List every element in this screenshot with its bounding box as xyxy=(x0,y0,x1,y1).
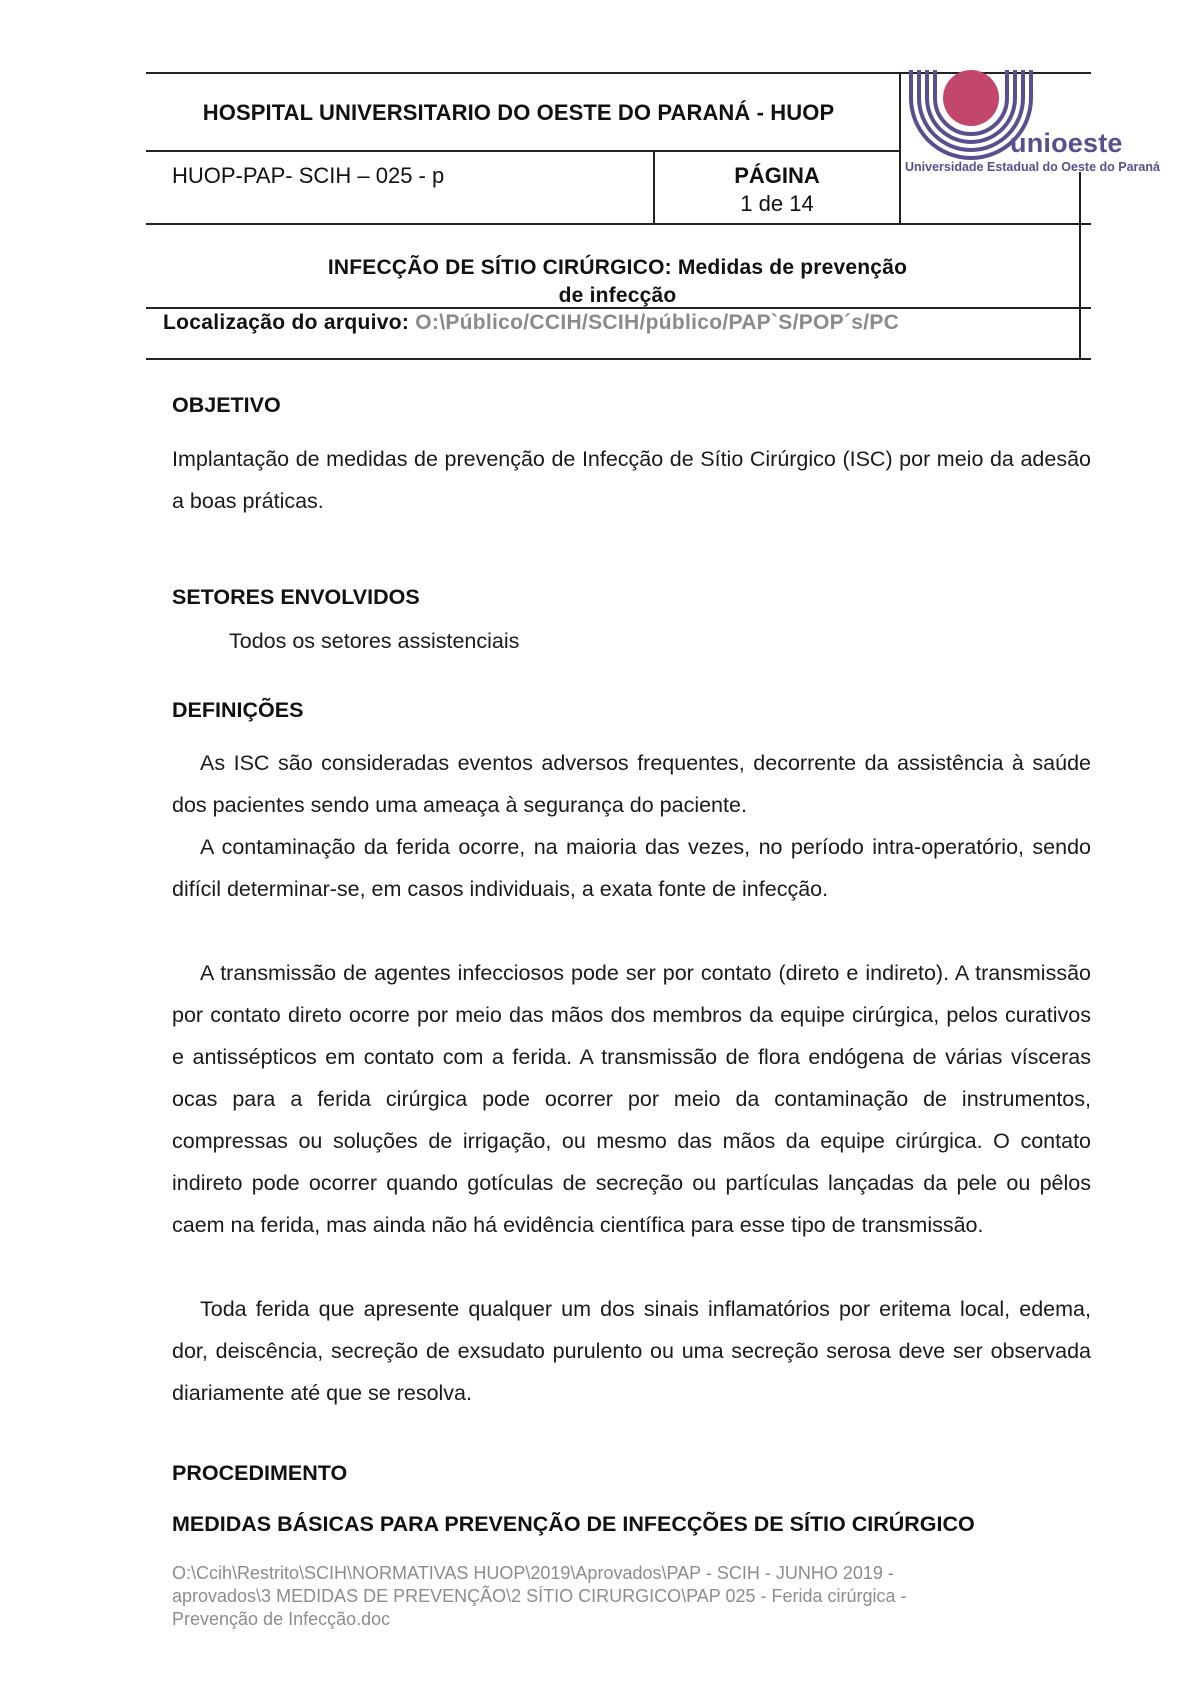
objective-text: Implantação de medidas de prevenção de Infecção de Sítio Cirúrgico (ISC) por meio da adesão a boas práticas. xyxy=(172,447,1091,513)
header-logo-divider xyxy=(899,72,901,225)
page-label: PÁGINA xyxy=(734,163,820,188)
document-title xyxy=(146,254,1089,310)
document-title-line1: INFECÇÃO DE SÍTIO CIRÚRGICO: Medidas de prevenção xyxy=(327,256,908,279)
page-indicator xyxy=(655,162,899,218)
document-title-line2: de infecção xyxy=(558,284,677,307)
procedure-subheading: MEDIDAS BÁSICAS PARA PREVENÇÃO DE INFECÇÕES DE SÍTIO CIRÚRGICO xyxy=(172,1512,975,1536)
footer-line-2: aprovados\3 MEDIDAS DE PREVENÇÃO\2 SÍTIO CIRURGICO\PAP 025 - Ferida cirúrgica - xyxy=(172,1586,907,1606)
file-location-label: Localização do arquivo: xyxy=(163,311,410,334)
header-row2-border xyxy=(146,223,1091,225)
sectors-text: Todos os setores assistenciais xyxy=(229,629,520,653)
hospital-name: HOSPITAL UNIVERSITARIO DO OESTE DO PARANÁ - HUOP xyxy=(202,100,835,125)
document-code: HUOP-PAP- SCIH – 025 - p xyxy=(172,163,445,188)
definitions-heading: DEFINIÇÕES xyxy=(172,698,304,722)
footer-line-3: Prevenção de Infecção.doc xyxy=(172,1609,391,1629)
definition-paragraph-3: A transmissão de agentes infecciosos pode ser por contato (direto e indireto). A transmissão por contato direto ocorre por meio das mãos dos membros da equipe cirúrgica, pelos curativos e antissépticos em contato com a ferida. A transmissão de flora endógena de várias vísceras ocas para a ferida cirúrgica pode ocorrer por meio da contaminação de instrumentos, compressas ou soluções de irrigação, ou mesmo das mãos da equipe cirúrgica. O contato indireto pode ocorrer quando gotículas de secreção ou partículas lançadas da pele ou pêlos caem na ferida, mas ainda não há evidência científica para esse tipo de transmissão. xyxy=(172,961,1091,1237)
file-location xyxy=(163,311,899,335)
footer-line-1: O:\Ccih\Restrito\SCIH\NORMATIVAS HUOP\2019\Aprovados\PAP - SCIH - JUNHO 2019 - xyxy=(172,1563,894,1583)
procedure-heading: PROCEDIMENTO xyxy=(172,1461,348,1485)
sectors-heading: SETORES ENVOLVIDOS xyxy=(172,585,420,609)
logo-subtitle: Universidade Estadual do Oeste do Paraná xyxy=(905,160,1160,174)
definition-paragraph-1: As ISC são consideradas eventos adversos frequentes, decorrente da assistência à saúde dos pacientes sendo uma ameaça à segurança do paciente. xyxy=(172,751,1091,817)
logo-wordmark: unioeste xyxy=(1010,128,1123,158)
definition-paragraph-4: Toda ferida que apresente qualquer um dos sinais inflamatórios por eritema local, edema, dor, deiscência, secreção de exsudato purulento ou uma secreção serosa deve ser observada diariamente até que se resolva. xyxy=(172,1297,1091,1405)
definition-paragraph-2: A contaminação da ferida ocorre, na maioria das vezes, no período intra-operatório, sendo difícil determinar-se, em casos individuais, a exata fonte de infecção. xyxy=(172,835,1091,901)
footer-file-path xyxy=(172,1562,1072,1631)
objective-heading: OBJETIVO xyxy=(172,393,281,417)
file-location-path: O:\Público/CCIH/SCIH/público/PAP`S/POP´s/PC xyxy=(415,311,900,334)
header-bottom-border xyxy=(146,358,1091,360)
page-count: 1 de 14 xyxy=(740,191,814,216)
header-row1-border xyxy=(146,150,901,152)
